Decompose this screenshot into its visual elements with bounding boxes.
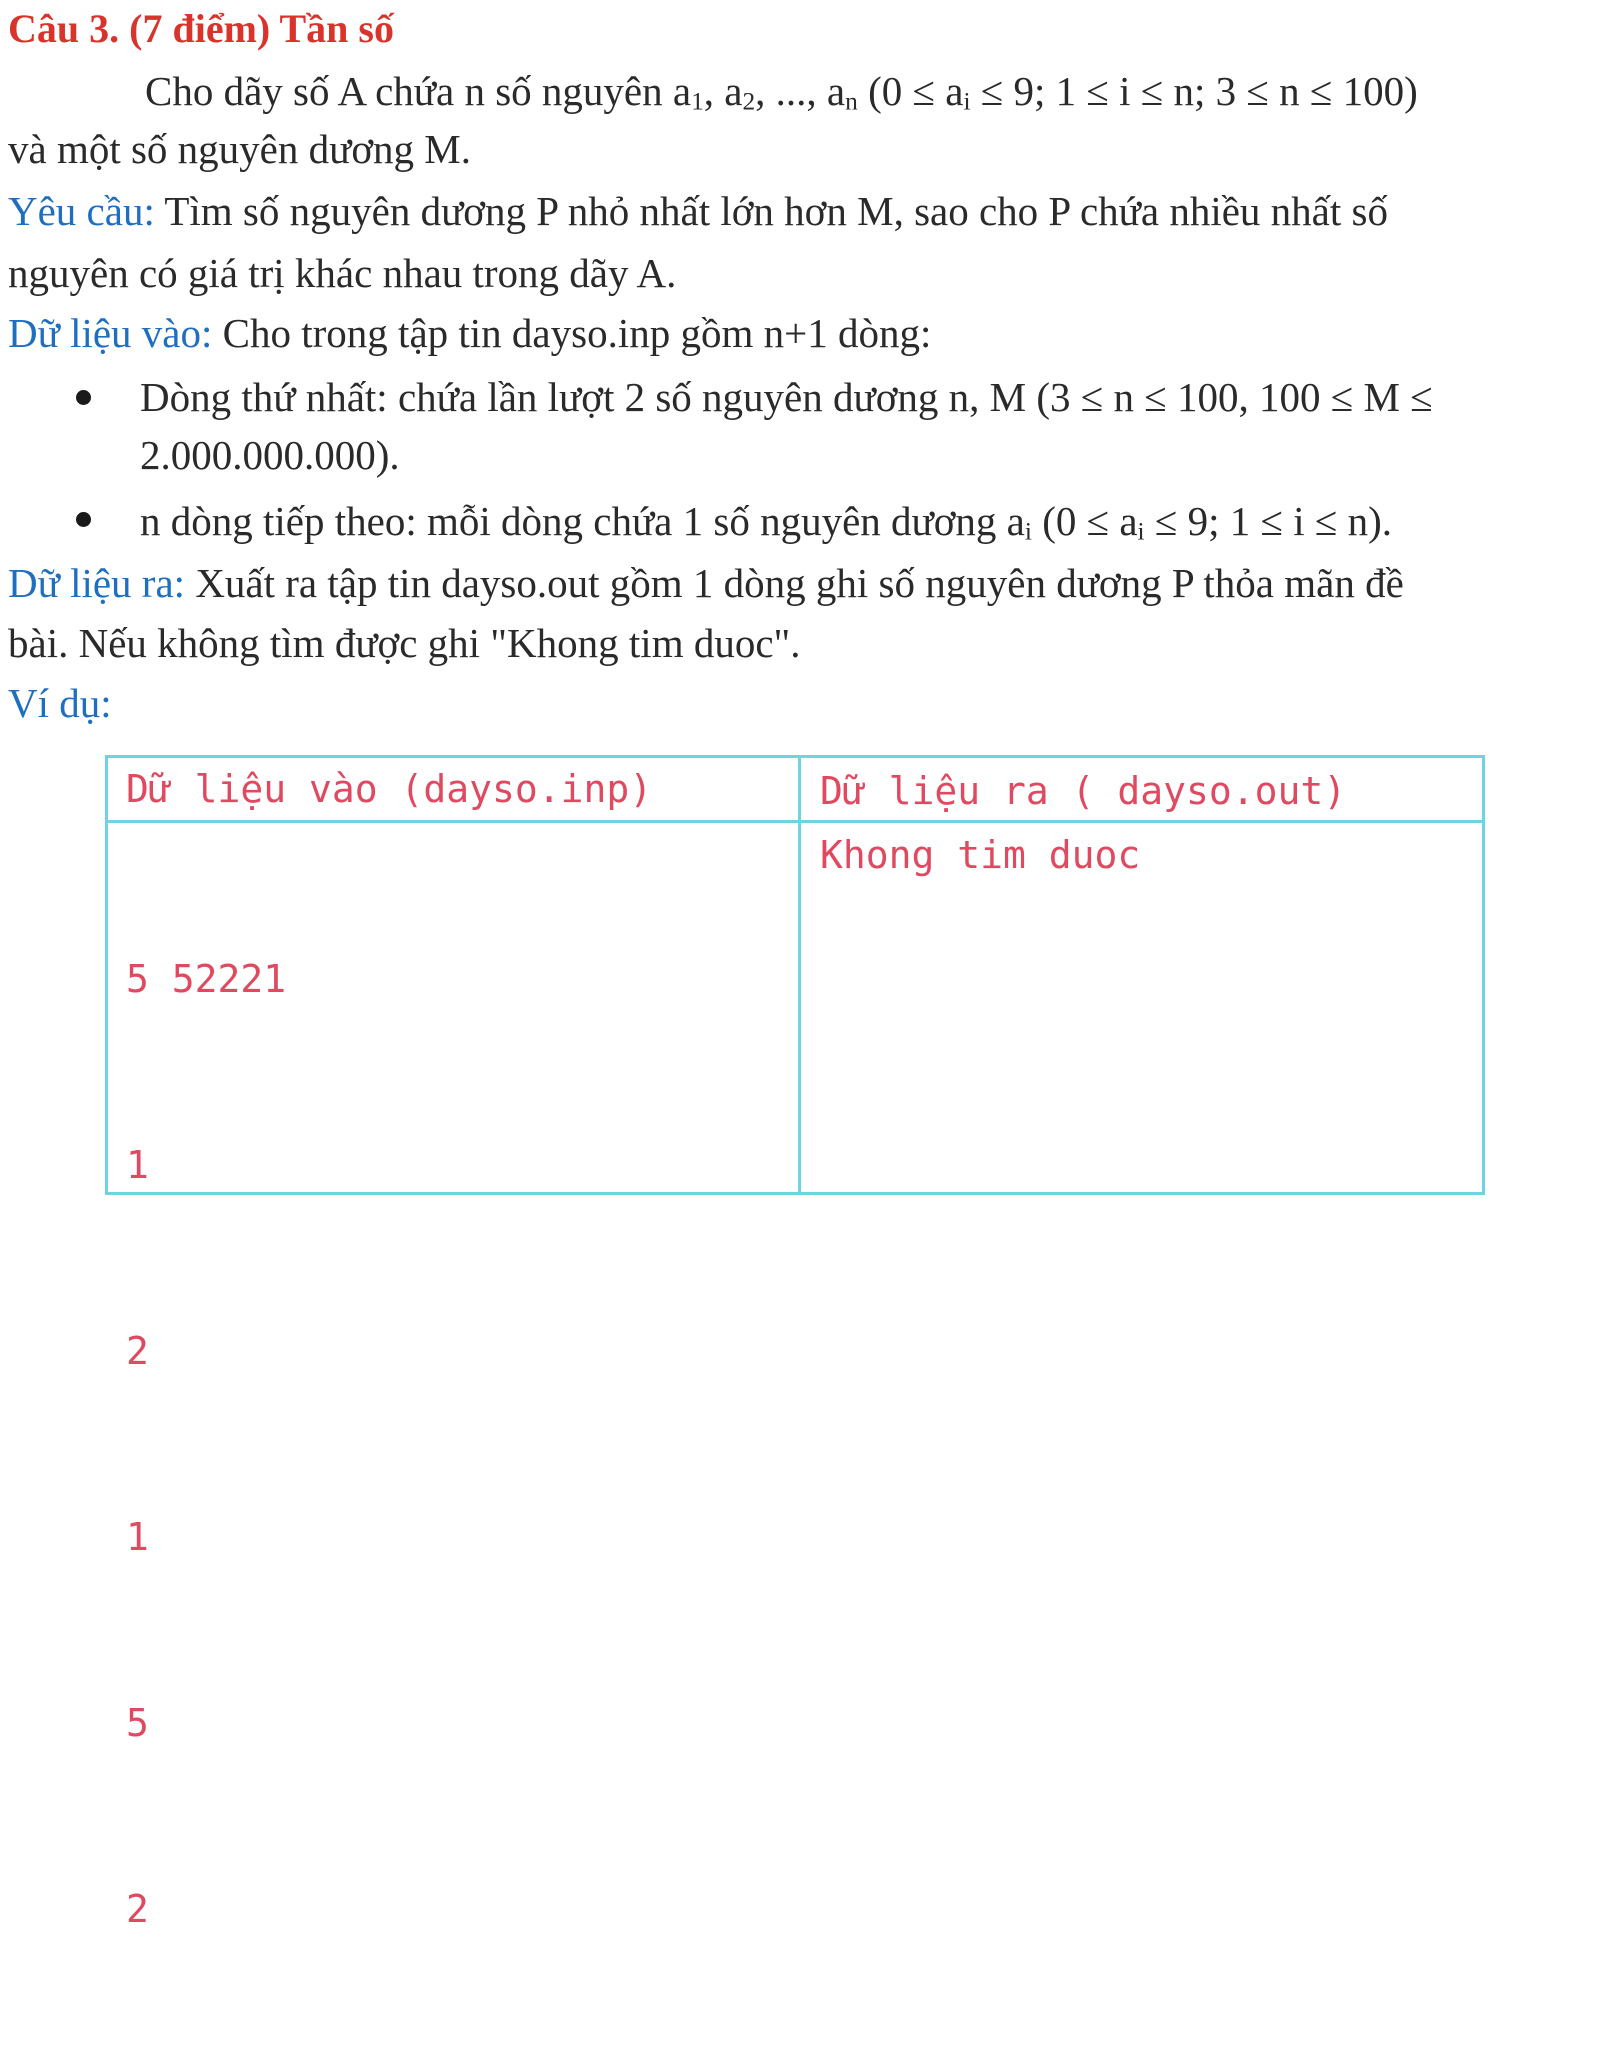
bullet-icon <box>76 512 91 527</box>
intro-line-1: Cho dãy số A chứa n số nguyên $a_1$, $a_2$, ..., $a_n$ ($0 \le a_i \le 9$; 1 ≤ i ≤ n; 3 ≤ n ≤ 100) <box>145 68 1418 116</box>
requirement-line-1: Yêu cầu: Tìm số nguyên dương P nhỏ nhất lớn hơn M, sao cho P chứa nhiều nhất số <box>8 188 1388 234</box>
input-sample-line: 1 <box>126 1143 149 1187</box>
input-spec-label: Dữ liệu vào: <box>8 310 213 356</box>
table-header-output: Dữ liệu ra ( dayso.out) <box>820 769 1347 813</box>
requirement-line-2: nguyên có giá trị khác nhau trong dãy A. <box>8 250 677 296</box>
output-spec-line-1: Dữ liệu ra: Xuất ra tập tin dayso.out gồm 1 dòng ghi số nguyên dương P thỏa mãn đề <box>8 560 1404 606</box>
bullet-1-line-1: Dòng thứ nhất: chứa lần lượt 2 số nguyên dương n, M (3 ≤ n ≤ 100, 100 ≤ M ≤ <box>140 374 1433 420</box>
input-sample-line: 1 <box>126 1515 149 1559</box>
intro-line-2: và một số nguyên dương M. <box>8 126 471 172</box>
question-title: Câu 3. (7 điểm) Tần số <box>8 6 394 51</box>
input-sample-cell <box>126 824 286 2064</box>
output-spec-label: Dữ liệu ra: <box>8 560 186 606</box>
input-sample-line: 5 <box>126 1701 149 1745</box>
input-spec-line: Dữ liệu vào: Cho trong tập tin dayso.inp gồm n+1 dòng: <box>8 310 932 356</box>
table-header-input: Dữ liệu vào (dayso.inp) <box>126 767 653 811</box>
table-column-divider <box>798 758 801 1192</box>
bullet-icon <box>76 390 91 405</box>
example-table <box>105 755 1485 1931</box>
output-spec-line-2: bài. Nếu không tìm được ghi "Khong tim duoc". <box>8 620 801 666</box>
requirement-label: Yêu cầu: <box>8 188 155 234</box>
input-sample-line: 2 <box>126 1329 149 1373</box>
input-sample-line: 2 <box>126 1887 149 1931</box>
bullet-1-line-2: 2.000.000.000). <box>140 432 400 478</box>
example-label: Ví dụ: <box>8 680 112 726</box>
input-sample-line: 5 52221 <box>126 957 287 1001</box>
bullet-2-line: n dòng tiếp theo: mỗi dòng chứa 1 số nguyên dương $a_i$ ($0 \le a_i \le 9$; 1 ≤ i ≤ n). <box>140 498 1393 546</box>
output-sample-cell: Khong tim duoc <box>820 833 1141 877</box>
